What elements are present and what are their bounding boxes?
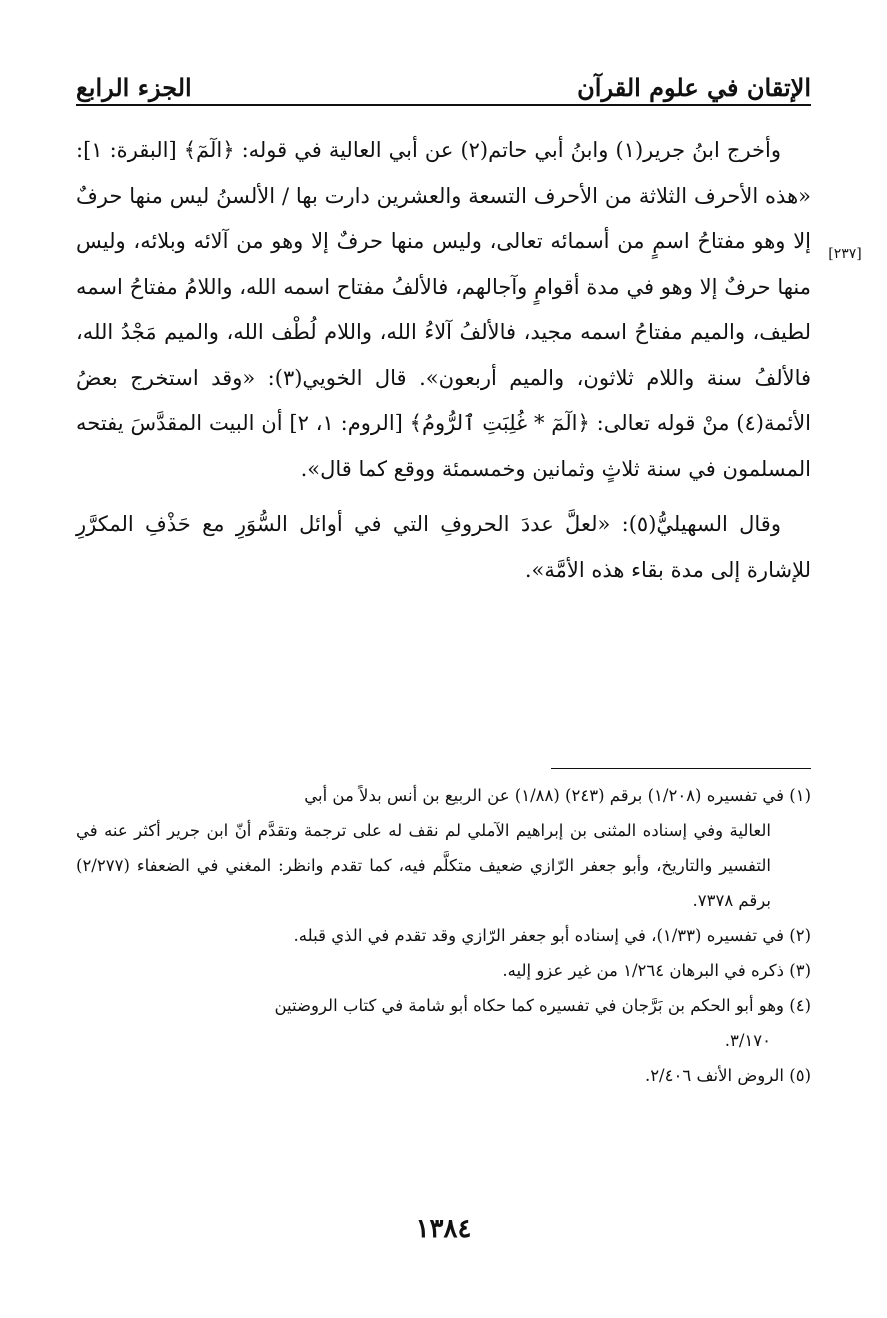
footnote-4-continuation: ٣/١٧٠. — [724, 1031, 771, 1050]
footnote-2: (٢) في تفسيره (١/٣٣)، في إسناده أبو جعفر الرّازي وقد تقدم في الذي قبله. — [293, 926, 811, 945]
header-rule — [76, 104, 811, 106]
margin-page-marker: [٢٣٧] — [828, 246, 862, 262]
footnote-4 — [76, 988, 811, 1058]
volume-label: الجزء الرابع — [76, 73, 192, 102]
footnote-3: (٣) ذكره في البرهان ١/٢٦٤ من غير عزو إليه. — [502, 961, 811, 980]
footnote-1-continuation: العالية وفي إسناده المثنى بن إبراهيم الآملي لم نقف له على ترجمة وتقدَّم أنّ ابن جرير أكثر عنه في التفسير والتاريخ، وأبو جعفر الرّازي ضعيف متكلَّم فيه، كما تقدم وانظر: المغني في الضعفاء (٢/٢٧٧) برقم ٧٣٧٨. — [76, 821, 771, 910]
page-number: ١٣٨٤ — [415, 1214, 472, 1244]
main-text — [76, 128, 811, 593]
footnotes — [76, 778, 811, 1093]
paragraph: وقال السهيليُّ(٥): «لعلَّ عددَ الحروفِ التي في أوائل السُّوَرِ مع حَذْفِ المكرَّرِ للإشارة إلى مدة بقاء هذه الأمَّة». — [76, 512, 811, 582]
book-title: الإتقان في علوم القرآن — [577, 73, 811, 102]
footnote-1-line: (١) في تفسيره (١/٢٠٨) برقم (٢٤٣) (١/٨٨) عن الربيع بن أنس بدلاً من أبي — [304, 786, 811, 805]
running-header — [76, 58, 811, 102]
footnote-1 — [76, 778, 811, 918]
footnote-5: (٥) الروض الأنف ٢/٤٠٦. — [644, 1066, 811, 1085]
footnote-4-line: (٤) وهو أبو الحكم بن بَرَّجان في تفسيره كما حكاه أبو شامة في كتاب الروضتين — [274, 996, 811, 1015]
footnote-rule — [551, 768, 811, 769]
paragraph: وأخرج ابنُ جرير(١) وابنُ أبي حاتم(٢) عن أبي العالية في قوله: ﴿الٓمٓ﴾ [البقرة: ١]: «هذه الأحرف الثلاثة من الأحرف التسعة والعشرين دارت بها / الألسنُ ليس منها حرفٌ إلا وهو مفتاحُ اسمٍ من أسمائه تعالى، وليس منها حرفٌ إلا وهو من آلائه وبلائه، وليس منها حرفٌ إلا وهو في مدة أقوامٍ وآجالهم، فالألفُ مفتاح اسمه الله، واللامُ مفتاحُ اسمه لطيف، والميم مفتاحُ اسمه مجيد، فالألفُ آلاءُ الله، واللام لُطْف الله، والميم مَجْدُ الله، فالألفُ سنة واللام ثلاثون، والميم أربعون». قال الخويي(٣): «وقد استخرج بعضُ الأئمة(٤) منْ قوله تعالى: ﴿الٓمٓ * غُلِبَتِ ٱلرُّومُ﴾ [الروم: ١، ٢] أن البيت المقدَّسَ يفتحه المسلمون في سنة ثلاثٍ وثمانين وخمسمئة ووقع كما قال». — [76, 138, 812, 481]
